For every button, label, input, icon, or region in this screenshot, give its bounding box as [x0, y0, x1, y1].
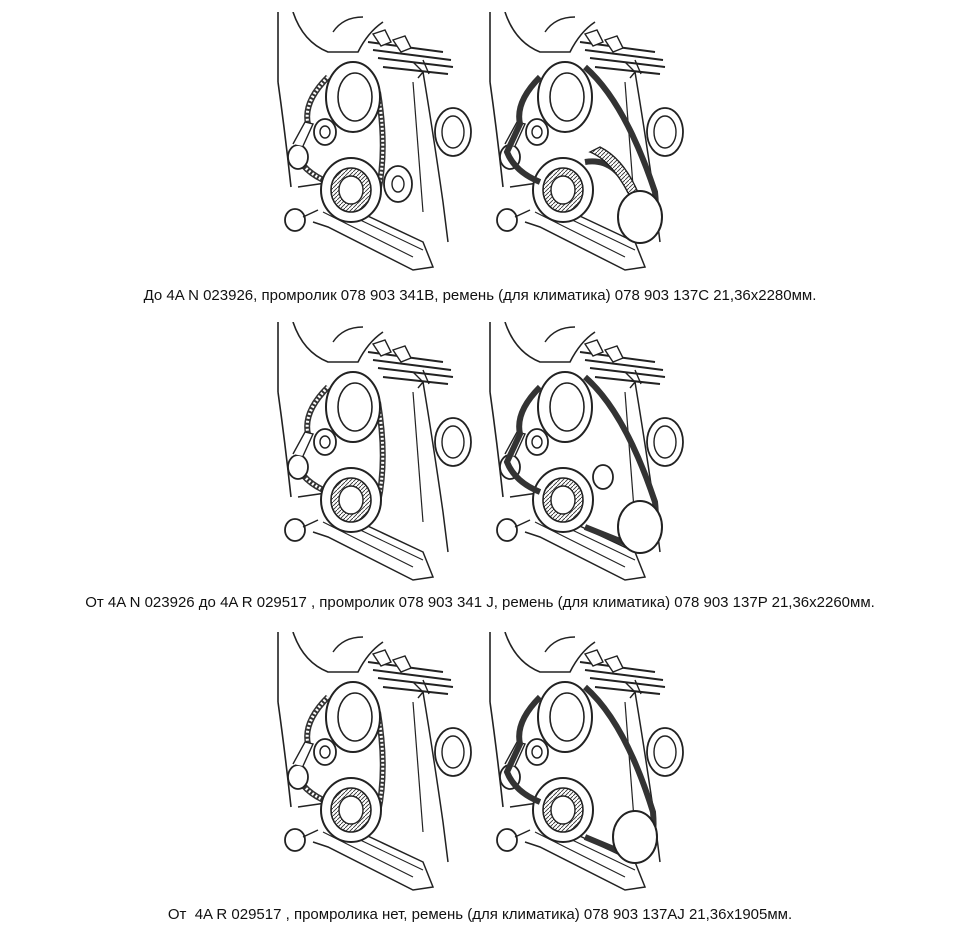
engine-belt-drive-without-ac-illustration [273, 12, 473, 277]
caption-row3: От 4A R 029517 , промролика нет, ремень (для климатика) 078 903 137AJ 21,36x1905мм. [167, 906, 793, 923]
diagram-row1-left [273, 12, 473, 277]
diagram-row2-right [485, 322, 685, 582]
diagram-row1-right [485, 12, 685, 277]
engine-belt-drive-with-ac-illustration [485, 12, 685, 277]
engine-belt-drive-with-ac-illustration [485, 322, 685, 582]
diagram-row3-left [273, 632, 473, 892]
ac-compressor-pulley [613, 811, 657, 863]
idler-pulley [593, 465, 613, 489]
engine-belt-drive-with-ac-illustration [485, 632, 685, 892]
ac-compressor-pulley [618, 501, 662, 553]
ac-compressor-pulley [618, 191, 662, 243]
engine-belt-drive-without-ac-illustration [273, 632, 473, 892]
diagram-row3-right [485, 632, 685, 892]
caption-row2: От 4A N 023926 до 4A R 029517 , промролик 078 903 341 J, ремень (для климатика) 078 903 137P 21,36x2260мм. [85, 594, 875, 611]
engine-belt-drive-without-ac-illustration [273, 322, 473, 582]
diagram-row2-left [273, 322, 473, 582]
caption-row1: До 4A N 023926, промролик 078 903 341B, ремень (для климатика) 078 903 137C 21,36x2280мм. [143, 287, 817, 304]
